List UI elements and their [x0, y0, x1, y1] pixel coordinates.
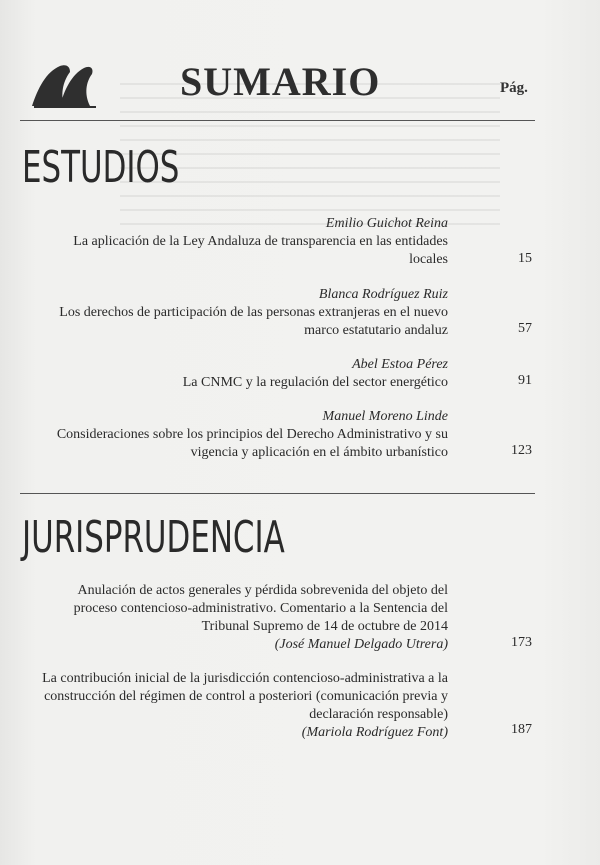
entry-page-number: 187: [511, 722, 532, 737]
section-heading-jurisprudencia: JURISPRUDENCIA: [22, 512, 285, 563]
toc-entry[interactable]: [28, 215, 448, 269]
journal-logo-icon: [30, 62, 100, 108]
toc-entry[interactable]: [28, 356, 448, 392]
entry-page-number: 57: [518, 321, 532, 336]
toc-entry[interactable]: [18, 670, 448, 742]
entry-author: Manuel Moreno Linde: [322, 409, 448, 424]
entry-title-line: proceso contencioso-administrativo. Comentario a la Sentencia del: [73, 601, 448, 616]
entry-title-line: declaración responsable): [309, 707, 448, 722]
entry-title-line: La CNMC y la regulación del sector energético: [182, 375, 448, 390]
section-divider: [20, 493, 535, 494]
entry-title-line: Consideraciones sobre los principios del Derecho Administrativo y su: [56, 427, 448, 442]
entry-page-number: 173: [511, 635, 532, 650]
entry-page-number: 91: [518, 373, 532, 388]
entry-author: Abel Estoa Pérez: [352, 357, 448, 372]
page-column-label: Pág.: [500, 80, 528, 96]
entry-title-line: Los derechos de participación de las personas extranjeras en el nuevo: [59, 305, 448, 320]
entry-title-line: vigencia y aplicación en el ámbito urbanístico: [190, 445, 448, 460]
page-title: SUMARIO: [180, 59, 381, 104]
entry-title-line: locales: [409, 252, 448, 267]
toc-entry[interactable]: [28, 286, 448, 340]
entry-title-line: construcción del régimen de control a posteriori (comunicación previa y: [44, 689, 448, 704]
entry-author: Blanca Rodríguez Ruiz: [318, 287, 448, 302]
entry-page-number: 15: [518, 251, 532, 266]
entry-title-line: Tribunal Supremo de 14 de octubre de 2014: [201, 619, 448, 634]
entry-author: (Mariola Rodríguez Font): [301, 725, 448, 740]
entry-author: (José Manuel Delgado Utrera): [274, 637, 448, 652]
toc-entry[interactable]: [28, 408, 448, 462]
entry-title-line: Anulación de actos generales y pérdida sobrevenida del objeto del: [77, 583, 448, 598]
header-divider: [20, 120, 535, 121]
entry-author: Emilio Guichot Reina: [325, 216, 448, 231]
entry-page-number: 123: [511, 443, 532, 458]
toc-entry[interactable]: [18, 582, 448, 654]
entry-title-line: La aplicación de la Ley Andaluza de transparencia en las entidades: [73, 234, 448, 249]
section-heading-estudios: ESTUDIOS: [22, 142, 180, 193]
entry-title-line: marco estatutario andaluz: [304, 323, 448, 338]
entry-title-line: La contribución inicial de la jurisdicción contencioso-administrativa a la: [42, 671, 448, 686]
